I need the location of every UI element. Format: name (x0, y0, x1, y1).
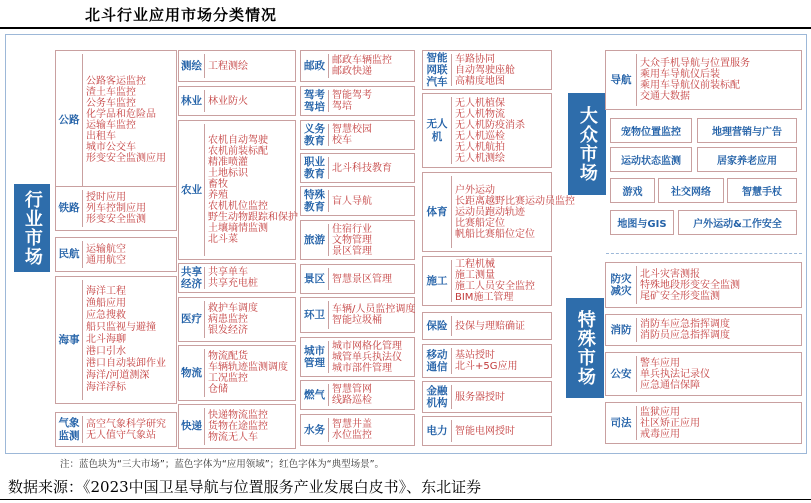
category-separator (328, 90, 329, 112)
scenario-item: 化学品和危险品 (86, 109, 156, 120)
category-separator (636, 356, 637, 392)
scenario-item: 邮政车辆监控 (332, 55, 392, 66)
scenario-item: 货物在途监控 (208, 421, 268, 432)
category-box (178, 50, 296, 82)
consumer-scenario-pill: 居家养老应用 (697, 147, 797, 172)
scenario-item: 海洋工程 (86, 286, 126, 297)
category-separator (451, 260, 452, 302)
scenario-item: 出租车 (86, 131, 116, 142)
category-separator (636, 54, 637, 106)
category-box (300, 337, 415, 377)
category-label: 无人机 (426, 118, 448, 143)
scenario-item: 警车应用 (640, 357, 680, 369)
category-separator (451, 385, 452, 409)
category-label: 电力 (426, 424, 448, 437)
scenario-item: 监狱应用 (640, 406, 680, 418)
category-separator (82, 280, 83, 400)
scenario-item: 港口自动装卸作业 (86, 358, 166, 369)
scenario-item: 高空气象科学研究 (86, 418, 166, 430)
category-box (178, 297, 296, 342)
scenario-list (455, 426, 551, 437)
scenario-item: 城市网格化管理 (332, 340, 402, 352)
category-label: 城市管理 (304, 344, 325, 369)
scenario-item: 无人机防疫消杀 (455, 119, 525, 131)
scenario-item: 尾矿安全形变监测 (640, 290, 720, 302)
scenario-item: 船只监视与避撞 (86, 322, 156, 333)
data-source: 数据来源：《2023中国卫星导航与位置服务产业发展白皮书》、东北证券 (8, 478, 482, 496)
category-box (55, 186, 177, 231)
scenario-list (332, 90, 414, 112)
scenario-item: 港口引水 (86, 346, 126, 357)
legend-note: 注：蓝色块为“三大市场”；蓝色字体为“应用领域”；红色字体为“典型场景”。 (60, 459, 385, 470)
category-label: 物流 (181, 366, 202, 379)
scenario-list (332, 384, 414, 406)
scenario-item: 运输车监控 (86, 120, 136, 131)
scenario-item: 野生动物跟踪和保护 (208, 212, 298, 223)
category-box (422, 50, 552, 90)
scenario-item: 无人机测绘 (455, 152, 505, 164)
scenario-item: 仓储 (208, 384, 228, 395)
scenario-item: 车路协同 (455, 53, 495, 65)
category-box (300, 186, 415, 216)
category-label: 邮政 (304, 59, 325, 72)
category-label: 快递 (181, 420, 202, 433)
scenario-item: 畜牧 (208, 179, 228, 190)
scenario-item: 土地标识 (208, 168, 248, 179)
category-separator (451, 54, 452, 86)
scenario-item: 线路巡检 (332, 395, 372, 406)
scenario-item: 住宿行业 (332, 223, 372, 235)
category-separator (328, 268, 329, 290)
scenario-item: 户外运动 (455, 184, 495, 196)
category-box (422, 93, 552, 168)
scenario-item: 基站授时 (455, 350, 495, 361)
scenario-item: 土壤墒情监测 (208, 223, 268, 234)
category-label: 铁路 (58, 202, 80, 215)
consumer-scenario-pill: 地理营销与广告 (697, 118, 797, 143)
category-box (300, 153, 415, 183)
category-label: 旅游 (304, 233, 325, 246)
scenario-item: 运输航空 (86, 243, 126, 255)
category-label: 施工 (426, 274, 448, 287)
scenario-item: 形变安全监测 (86, 214, 146, 225)
consumer-scenario-pill: 智慧手杖 (727, 178, 797, 203)
scenario-item: 列车控制应用 (86, 203, 146, 214)
scenario-item: 驾培 (332, 101, 352, 112)
scenario-list (86, 419, 176, 441)
special-market-label: 特殊市场 (566, 298, 604, 398)
category-box (300, 414, 415, 446)
scenario-item: 海洋/河道测深 (86, 370, 150, 381)
scenario-item: 快递物流监控 (208, 410, 268, 421)
scenario-item: 无人值守气象站 (86, 429, 156, 441)
category-separator (204, 408, 205, 445)
scenario-item: 长距离越野比赛运动员监控 (455, 195, 575, 207)
scenario-list (455, 392, 551, 403)
category-box (422, 172, 575, 252)
scenario-item: 乘用车导航仪后装 (640, 69, 720, 80)
category-separator (328, 301, 329, 329)
scenario-item: 渔船应用 (86, 298, 126, 309)
scenario-item: 病患监控 (208, 314, 248, 325)
category-separator (636, 318, 637, 342)
category-separator (451, 316, 452, 336)
category-box (55, 276, 177, 404)
category-label: 体育 (426, 205, 448, 218)
scenario-item: 共享单车 (208, 267, 248, 278)
category-separator (204, 349, 205, 397)
scenario-item: 无人机植保 (455, 97, 505, 109)
consumer-scenario-pill: 运动状态监测 (610, 147, 692, 172)
consumer-scenario-pill: 户外运动&工作安全 (678, 210, 797, 235)
category-separator (451, 97, 452, 164)
scenario-item: 邮政快递 (332, 66, 372, 77)
consumer-scenario-pill: 游戏 (610, 178, 655, 203)
category-label: 职业教育 (304, 155, 325, 180)
scenario-item: 工况监控 (208, 373, 248, 384)
category-label: 驾考驾培 (304, 88, 325, 113)
scenario-item: 智能垃圾桶 (332, 315, 382, 326)
scenario-item: 无人机物流 (455, 108, 505, 120)
scenario-item: 交通大数据 (640, 91, 690, 102)
category-separator (328, 418, 329, 442)
category-separator (82, 416, 83, 443)
category-label: 移动通信 (426, 348, 448, 373)
scenario-list (332, 196, 414, 207)
scenario-item: 无人机航拍 (455, 141, 505, 153)
category-label: 金融机构 (426, 384, 448, 409)
scenario-item: 高精度地图 (455, 75, 505, 87)
scenario-list (208, 61, 295, 72)
scenario-item: 形变安全监测应用 (86, 153, 166, 164)
category-separator (636, 406, 637, 440)
consumer-market-label: 大众市场 (568, 93, 606, 195)
scenario-item: 智能电网授时 (455, 425, 515, 437)
scenario-item: 养殖 (208, 190, 228, 201)
category-box (300, 380, 415, 410)
scenario-item: 救护车调度 (208, 303, 258, 314)
category-box (422, 381, 552, 413)
scenario-item: 物流配货 (208, 351, 248, 362)
page-title: 北斗行业应用市场分类情况 (85, 6, 278, 24)
category-box (178, 345, 296, 401)
scenario-item: 校车 (332, 135, 352, 146)
category-separator (328, 190, 329, 212)
scenario-list (455, 350, 551, 372)
category-separator (204, 124, 205, 256)
category-separator (451, 420, 452, 442)
scenario-item: 帆船比赛船位定位 (455, 228, 535, 240)
category-label: 燃气 (304, 388, 325, 401)
scenario-item: 城市公交车 (86, 142, 136, 153)
scenario-item: 车辆/人员监控调度 (332, 304, 416, 315)
category-separator (204, 301, 205, 338)
category-box (605, 314, 802, 346)
category-separator (328, 54, 329, 78)
category-box (422, 256, 552, 306)
scenario-list (332, 274, 414, 285)
scenario-list (640, 58, 801, 102)
category-box (605, 50, 802, 110)
category-separator (82, 190, 83, 227)
scenario-item: 城市部件管理 (332, 362, 392, 374)
bottom-rule (0, 499, 811, 500)
scenario-list (640, 358, 801, 391)
scenario-item: 自动驾驶座舱 (455, 64, 515, 76)
scenario-item: 农机自动驾驶 (208, 135, 268, 146)
scenario-item: 施工测量 (455, 270, 495, 281)
scenario-item: 戒毒应用 (640, 428, 680, 440)
category-box (178, 404, 296, 449)
scenario-item: 农机前装标配 (208, 146, 268, 157)
scenario-list (86, 244, 176, 266)
scenario-list (332, 304, 414, 326)
category-separator (328, 157, 329, 179)
category-label: 公路 (58, 113, 80, 126)
scenario-list (208, 96, 295, 107)
scenario-list (208, 351, 295, 395)
scenario-list (208, 410, 295, 443)
scenario-item: 无人机巡检 (455, 130, 505, 142)
category-label: 水务 (304, 423, 325, 436)
consumer-scenario-pill: 地图与GIS (610, 210, 674, 235)
category-label: 共享经济 (181, 265, 202, 290)
category-box (300, 297, 415, 333)
scenario-item: 特殊地段形变安全监测 (640, 279, 740, 291)
scenario-item: 通用航空 (86, 254, 126, 266)
category-label: 公安 (610, 367, 632, 380)
category-label: 环卫 (304, 308, 325, 321)
category-box (55, 237, 177, 272)
category-box (178, 263, 296, 293)
scenario-list (332, 224, 414, 257)
scenario-list (455, 321, 551, 332)
category-box (300, 264, 415, 294)
scenario-item: 单兵执法记录仪 (640, 368, 710, 380)
scenario-item: 城管单兵执法仪 (332, 351, 402, 363)
consumer-scenario-pill: 宠物位置监控 (610, 118, 692, 143)
scenario-list (455, 98, 551, 164)
scenario-list (332, 341, 414, 374)
market-divider (606, 253, 802, 254)
category-label: 林业 (181, 94, 202, 107)
category-label: 司法 (610, 416, 632, 429)
scenario-item: 智慧校园 (332, 124, 372, 135)
scenario-item: 智慧井盖 (332, 419, 372, 430)
scenario-list (332, 55, 414, 77)
consumer-scenario-pill: 社交网络 (658, 178, 724, 203)
scenario-item: 公路客运监控 (86, 76, 146, 87)
scenario-list (332, 163, 414, 174)
scenario-item: 消防车应急指挥调度 (640, 319, 730, 330)
scenario-list (640, 319, 801, 341)
scenario-item: 盲人导航 (332, 195, 372, 207)
scenario-list (332, 419, 414, 441)
scenario-item: 海洋浮标 (86, 382, 126, 393)
category-label: 导航 (610, 73, 632, 86)
scenario-item: 林业防火 (208, 95, 248, 107)
scenario-list (332, 124, 414, 146)
scenario-list (640, 269, 801, 302)
scenario-list (455, 259, 551, 303)
category-box (300, 120, 415, 150)
scenario-item: BIM施工管理 (455, 292, 514, 303)
scenario-list (86, 192, 176, 225)
scenario-item: 物流无人车 (208, 432, 258, 443)
category-label: 义务教育 (304, 122, 325, 147)
category-box (605, 262, 802, 308)
category-label: 保险 (426, 319, 448, 332)
category-label: 测绘 (181, 59, 202, 72)
scenario-item: 共享充电桩 (208, 278, 258, 289)
scenario-list (86, 76, 176, 164)
scenario-item: 投保与理赔确证 (455, 320, 525, 332)
scenario-item: 比赛船定位 (455, 217, 505, 229)
category-box (300, 50, 415, 82)
category-box (422, 344, 552, 378)
category-separator (82, 54, 83, 186)
category-separator (328, 384, 329, 406)
category-separator (451, 348, 452, 374)
category-label: 海事 (58, 333, 80, 346)
category-label: 消防 (610, 323, 632, 336)
title-underline (0, 27, 811, 29)
scenario-list (86, 286, 176, 394)
scenario-item: 工程机械 (455, 259, 495, 270)
scenario-item: 车辆轨迹监测调度 (208, 362, 288, 373)
category-separator (636, 266, 637, 304)
category-separator (328, 124, 329, 146)
scenario-list (455, 184, 575, 240)
scenario-item: 文物管理 (332, 234, 372, 246)
category-label: 农业 (181, 183, 202, 196)
scenario-item: 水位监控 (332, 430, 372, 441)
category-label: 气象监测 (58, 417, 80, 442)
scenario-item: 渣土车监控 (86, 87, 136, 98)
scenario-item: 北斗科技教育 (332, 162, 392, 174)
category-box (605, 352, 802, 396)
category-separator (204, 267, 205, 289)
industry-market-label: 行业市场 (14, 184, 50, 272)
scenario-item: 公务车监控 (86, 98, 136, 109)
scenario-list (640, 407, 801, 440)
scenario-item: 景区管理 (332, 245, 372, 257)
category-box (178, 120, 296, 260)
scenario-item: 精准喷灌 (208, 157, 248, 168)
category-label: 防灾减灾 (610, 272, 632, 297)
scenario-item: 智慧景区管理 (332, 273, 392, 285)
scenario-list (455, 54, 551, 87)
category-box (300, 220, 415, 260)
scenario-item: 应急通信保障 (640, 379, 700, 391)
category-separator (328, 341, 329, 373)
category-box (178, 86, 296, 116)
scenario-item: 北斗+5G应用 (455, 361, 518, 372)
scenario-list (208, 267, 295, 289)
category-box (422, 416, 552, 446)
category-separator (328, 224, 329, 256)
category-label: 医疗 (181, 313, 202, 326)
category-label: 民航 (58, 248, 80, 261)
scenario-item: 运动员跑动轨迹 (455, 206, 525, 218)
scenario-item: 北斗菜 (208, 234, 238, 245)
category-box (422, 312, 552, 340)
category-label: 智能网联汽车 (426, 51, 448, 89)
category-label: 特殊教育 (304, 188, 325, 213)
scenario-item: 服务器授时 (455, 391, 505, 403)
scenario-item: 农机机位监控 (208, 201, 268, 212)
category-label: 景区 (304, 272, 325, 285)
category-separator (204, 54, 205, 78)
category-box (300, 86, 415, 116)
scenario-item: 施工人员安全监控 (455, 281, 535, 292)
scenario-item: 智能驾考 (332, 90, 372, 101)
category-box (605, 402, 802, 444)
scenario-item: 北斗灾害测报 (640, 268, 700, 280)
category-separator (204, 90, 205, 112)
scenario-list (208, 135, 298, 245)
scenario-item: 应急搜救 (86, 310, 126, 321)
scenario-item: 授时应用 (86, 192, 126, 203)
scenario-item: 大众手机导航与位置服务 (640, 58, 750, 69)
scenario-item: 社区矫正应用 (640, 417, 700, 429)
category-box (55, 412, 177, 447)
scenario-item: 消防员应急指挥调度 (640, 330, 730, 341)
scenario-item: 乘用车导航仪前装标配 (640, 80, 740, 91)
scenario-item: 智慧管网 (332, 384, 372, 395)
scenario-item: 北斗海聊 (86, 334, 126, 345)
category-box (55, 50, 177, 190)
category-separator (451, 176, 452, 248)
category-separator (82, 241, 83, 268)
scenario-item: 工程测绘 (208, 60, 248, 72)
scenario-list (208, 303, 295, 336)
scenario-item: 银发经济 (208, 325, 248, 336)
